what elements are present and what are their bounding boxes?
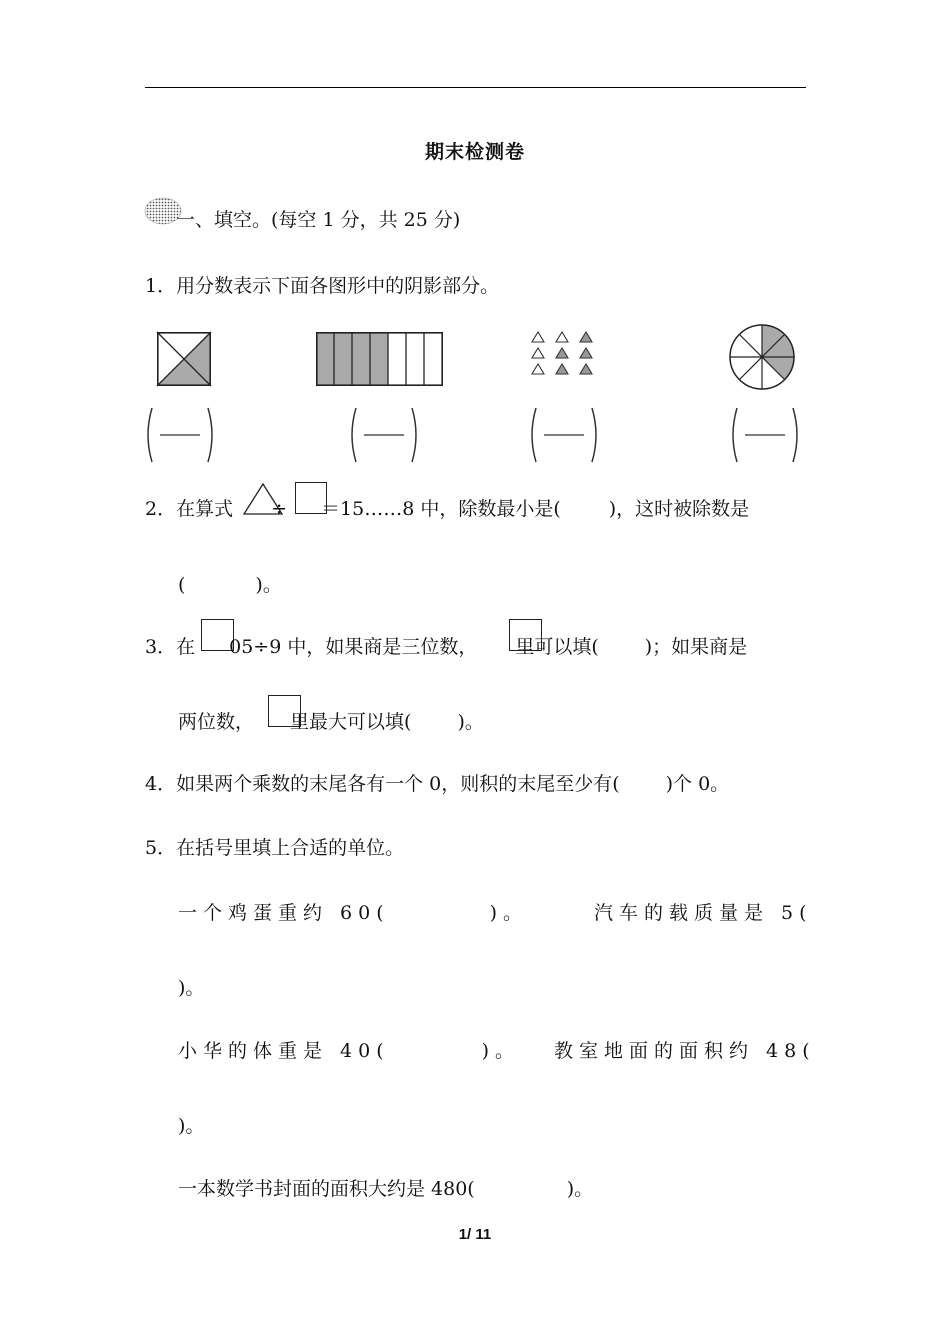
question-text: 在括号里填上合适的单位。 bbox=[176, 837, 405, 859]
unit-item-truck-close bbox=[178, 975, 204, 1001]
question-text: )个 0。 bbox=[665, 773, 730, 795]
question-text: )。 bbox=[481, 1040, 521, 1062]
page-number: 1/ 11 bbox=[458, 1226, 492, 1243]
question-text: 教室地面的面积约 48( bbox=[554, 1040, 816, 1062]
question-text: 在 bbox=[176, 636, 196, 658]
question-text: 两位数， bbox=[178, 711, 255, 733]
question-text: 在算式 bbox=[176, 498, 234, 520]
question-1 bbox=[145, 273, 499, 299]
answer-bracket-1[interactable] bbox=[144, 406, 216, 464]
question-text: 一本数学书封面的面积大约是 480( bbox=[178, 1178, 475, 1200]
question-text: 里最大可以填( bbox=[290, 711, 412, 733]
question-number: 1． bbox=[145, 275, 177, 297]
question-2-line-2 bbox=[178, 572, 282, 598]
top-rule bbox=[145, 87, 806, 88]
unit-item-book bbox=[178, 1176, 593, 1202]
question-number: 5． bbox=[145, 837, 177, 859]
question-text: )，这时被除数是 bbox=[608, 498, 750, 520]
question-text: 一个鸡蛋重约 60( bbox=[178, 902, 390, 924]
unit-item-classroom-close bbox=[178, 1113, 204, 1139]
question-text: 汽车的载质量是 5( bbox=[594, 902, 813, 924]
question-text: 如果两个乘数的末尾各有一个 0，则积的末尾至少有( bbox=[176, 773, 620, 795]
unit-item-weight bbox=[178, 1038, 520, 1064]
unit-item-truck bbox=[594, 900, 813, 926]
page-title: 期末检测卷 bbox=[424, 141, 525, 163]
figure-rectangle-strips bbox=[316, 332, 443, 386]
square-placeholder-icon bbox=[268, 695, 301, 727]
square-placeholder-icon bbox=[295, 482, 327, 514]
question-3-line-1 bbox=[145, 634, 747, 660]
answer-bracket-2[interactable] bbox=[348, 406, 420, 464]
answer-bracket-4[interactable] bbox=[729, 406, 801, 464]
unit-item-egg bbox=[178, 900, 528, 926]
figure-circle-sectors bbox=[728, 323, 796, 391]
triangle-placeholder-icon bbox=[243, 483, 283, 515]
square-placeholder-icon bbox=[201, 619, 234, 651]
question-text: )；如果商是 bbox=[644, 636, 748, 658]
division-sign: ÷ bbox=[271, 498, 288, 520]
figure-triangle-grid bbox=[530, 330, 594, 378]
question-4 bbox=[145, 771, 729, 797]
section-heading: 一、填空。(每空 1 分，共 25 分) bbox=[176, 209, 461, 231]
question-text: )。 bbox=[457, 711, 484, 733]
question-text: 用分数表示下面各图形中的阴影部分。 bbox=[176, 275, 500, 297]
question-text: ( bbox=[178, 574, 186, 596]
question-text: )。 bbox=[255, 574, 282, 596]
question-text: 05÷9 中，如果商是三位数， bbox=[229, 636, 478, 658]
question-number: 2． bbox=[145, 498, 177, 520]
question-text: )。 bbox=[489, 902, 529, 924]
unit-item-classroom bbox=[554, 1038, 816, 1064]
square-placeholder-icon bbox=[509, 619, 542, 651]
question-text: )。 bbox=[178, 1115, 205, 1137]
question-number: 3． bbox=[145, 636, 177, 658]
question-text: 里可以填( bbox=[515, 636, 599, 658]
question-text: 小华的体重是 40( bbox=[178, 1040, 390, 1062]
question-2-line-1 bbox=[145, 496, 749, 522]
question-3-line-2 bbox=[178, 709, 484, 735]
question-text: )。 bbox=[178, 977, 205, 999]
figure-square-diagonals bbox=[157, 332, 211, 386]
answer-bracket-3[interactable] bbox=[528, 406, 600, 464]
question-text: )。 bbox=[566, 1178, 594, 1200]
question-5 bbox=[145, 835, 404, 861]
question-text: ＝15……8 中，除数最小是( bbox=[321, 498, 561, 520]
question-number: 4． bbox=[145, 773, 177, 795]
